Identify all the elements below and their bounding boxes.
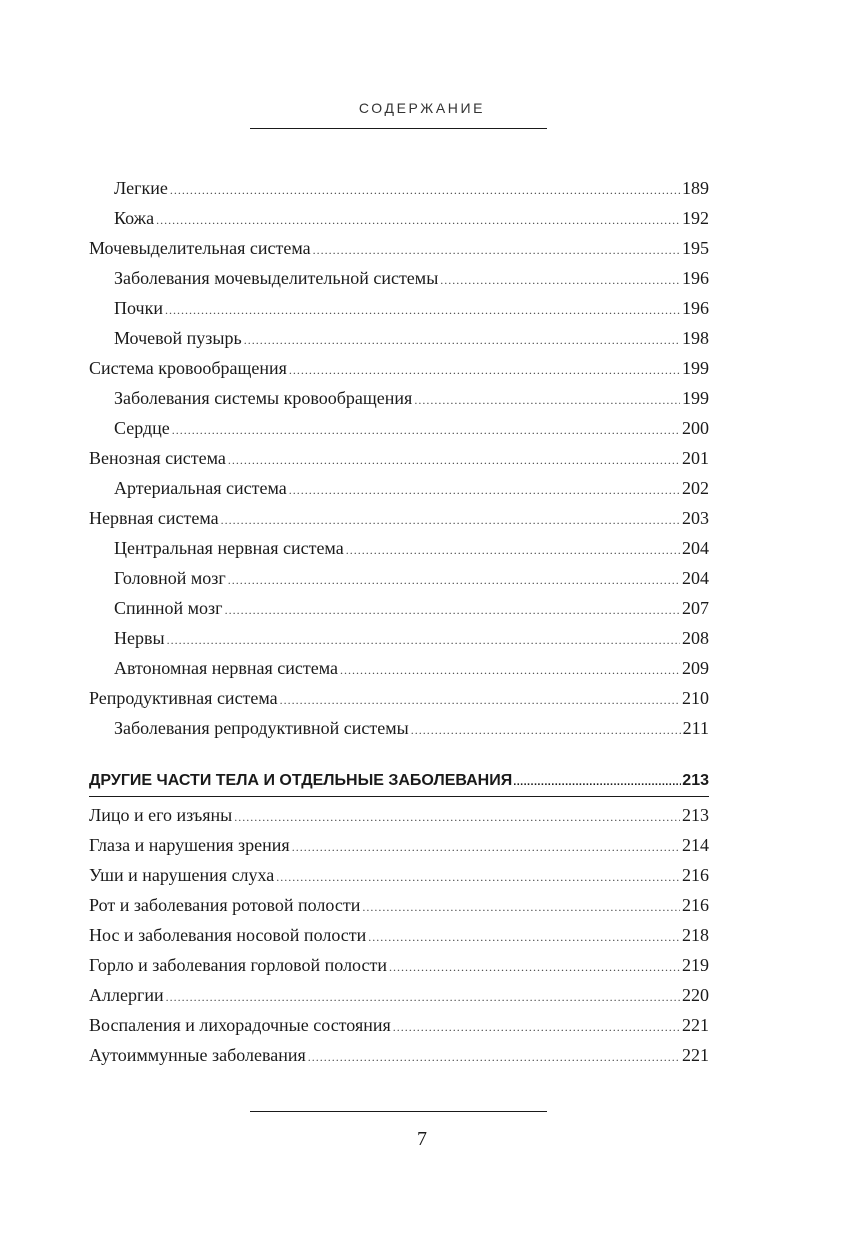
toc-entry-page: 204 (682, 538, 709, 558)
toc-entry (89, 980, 709, 1010)
toc-entry (89, 203, 709, 233)
dot-leader (340, 655, 680, 685)
toc-entry-page: 207 (682, 598, 709, 618)
dot-leader (308, 1042, 680, 1072)
toc-entry (89, 533, 709, 563)
dot-leader (276, 862, 680, 892)
toc-entry-page: 216 (682, 865, 709, 885)
toc-entry-title: Заболевания репродуктивной системы (114, 718, 409, 738)
dot-leader (440, 265, 680, 295)
toc-entry-title: Система кровообращения (89, 358, 287, 378)
toc-entry-title: Воспаления и лихорадочные состояния (89, 1015, 391, 1035)
toc-entry (89, 920, 709, 950)
toc-entry-page: 199 (682, 388, 709, 408)
toc-entry-page: 201 (682, 448, 709, 468)
toc-entry (89, 323, 709, 353)
toc-entry-page: 199 (682, 358, 709, 378)
toc-entry-page: 221 (682, 1045, 709, 1065)
section-heading-page: 213 (682, 772, 709, 789)
toc-entry (89, 860, 709, 890)
toc-list-part1 (89, 173, 709, 743)
section-heading-title: ДРУГИЕ ЧАСТИ ТЕЛА И ОТДЕЛЬНЫЕ ЗАБОЛЕВАНИЯ (89, 772, 513, 789)
dot-leader (166, 982, 680, 1012)
toc-entry (89, 623, 709, 653)
dot-leader (346, 535, 680, 565)
toc-entry-page: 209 (682, 658, 709, 678)
dot-leader (156, 205, 680, 235)
toc-entry-title: Почки (114, 298, 163, 318)
dot-leader (389, 952, 680, 982)
toc-entry-page: 221 (682, 1015, 709, 1035)
toc-entry-title: Сердце (114, 418, 170, 438)
toc-entry (89, 443, 709, 473)
dot-leader (280, 685, 680, 715)
toc-entry (89, 383, 709, 413)
dot-leader (228, 445, 680, 475)
toc-entry (89, 503, 709, 533)
toc-entry (89, 233, 709, 263)
running-title: СОДЕРЖАНИЕ (358, 100, 486, 116)
toc-entry (89, 1010, 709, 1040)
toc-entry-title: Нос и заболевания носовой полости (89, 925, 367, 945)
toc-entry-page: 220 (682, 985, 709, 1005)
toc-entry (89, 950, 709, 980)
toc-entry-title: Уши и нарушения слуха (89, 865, 275, 885)
toc-entry-page: 218 (682, 925, 709, 945)
toc-entry-title: Кожа (114, 208, 155, 228)
toc-entry-title: Лицо и его изъяны (89, 805, 233, 825)
toc-entry-title: Нервная система (89, 508, 219, 528)
dot-leader (313, 235, 680, 265)
header-rule (250, 128, 547, 129)
toc-entry-title: Аутоиммунные заболевания (89, 1045, 306, 1065)
toc-entry-title: Глаза и нарушения зрения (89, 835, 290, 855)
toc-entry-title: Легкие (114, 178, 168, 198)
toc-entry-page: 192 (682, 208, 709, 228)
toc-entry (89, 653, 709, 683)
toc-entry-title: Рот и заболевания ротовой полости (89, 895, 361, 915)
toc-entry-title: Заболевания системы кровообращения (114, 388, 413, 408)
toc-entry-page: 219 (682, 955, 709, 975)
dot-leader (221, 505, 680, 535)
toc-entry-page: 200 (682, 418, 709, 438)
toc-entry (89, 263, 709, 293)
toc-entry (89, 1040, 709, 1070)
toc-entry (89, 293, 709, 323)
toc-entry-page: 189 (682, 178, 709, 198)
toc-entry-title: Нервы (114, 628, 165, 648)
dot-leader (362, 892, 680, 922)
toc-entry (89, 890, 709, 920)
toc-entry (89, 713, 709, 743)
toc-entry (89, 830, 709, 860)
toc-entry-page: 203 (682, 508, 709, 528)
section-heading (89, 766, 709, 797)
toc-entry (89, 173, 709, 203)
toc-entry (89, 683, 709, 713)
toc-entry-title: Заболевания мочевыделительной системы (114, 268, 439, 288)
toc-entry (89, 563, 709, 593)
dot-leader (225, 595, 680, 625)
dot-leader (172, 415, 680, 445)
dot-leader (165, 295, 680, 325)
toc-entry (89, 353, 709, 383)
page-number: 7 (417, 1128, 427, 1150)
dot-leader (244, 325, 680, 355)
toc-entry-page: 202 (682, 478, 709, 498)
toc-entry-page: 198 (682, 328, 709, 348)
toc-entry (89, 473, 709, 503)
toc-entry-title: Репродуктивная система (89, 688, 278, 708)
toc-entry-title: Мочевой пузырь (114, 328, 242, 348)
toc-entry-page: 208 (682, 628, 709, 648)
dot-leader (368, 922, 680, 952)
toc-entry-page: 204 (682, 568, 709, 588)
dot-leader (414, 385, 680, 415)
toc-entry-page: 216 (682, 895, 709, 915)
toc-entry-page: 214 (682, 835, 709, 855)
footer-rule (250, 1111, 547, 1112)
dot-leader (292, 832, 680, 862)
toc-entry-page: 213 (682, 805, 709, 825)
toc-entry-page: 211 (682, 718, 709, 738)
toc-entry-page: 196 (682, 268, 709, 288)
dot-leader (289, 475, 680, 505)
toc-entry-title: Центральная нервная система (114, 538, 344, 558)
toc-entry-title: Головной мозг (114, 568, 226, 588)
toc-entry-title: Артериальная система (114, 478, 287, 498)
toc-entry-title: Мочевыделительная система (89, 238, 311, 258)
toc-entry-title: Горло и заболевания горловой полости (89, 955, 387, 975)
dot-leader (411, 715, 681, 745)
dot-leader (289, 355, 680, 385)
toc-entry-page: 196 (682, 298, 709, 318)
dot-leader (228, 565, 680, 595)
toc-entry-page: 195 (682, 238, 709, 258)
toc-entry-title: Венозная система (89, 448, 226, 468)
toc-list-part2 (89, 766, 709, 1070)
toc-entry-title: Автономная нервная система (114, 658, 339, 678)
toc-entry-title: Аллергии (89, 985, 164, 1005)
dot-leader (234, 802, 680, 832)
dot-leader (167, 625, 680, 655)
toc-entry-page: 210 (682, 688, 709, 708)
dot-leader (170, 175, 680, 205)
toc-entry (89, 593, 709, 623)
toc-entry-title: Спинной мозг (114, 598, 223, 618)
dot-leader (393, 1012, 680, 1042)
toc-entry (89, 800, 709, 830)
dot-leader (513, 767, 681, 797)
toc-entry (89, 413, 709, 443)
